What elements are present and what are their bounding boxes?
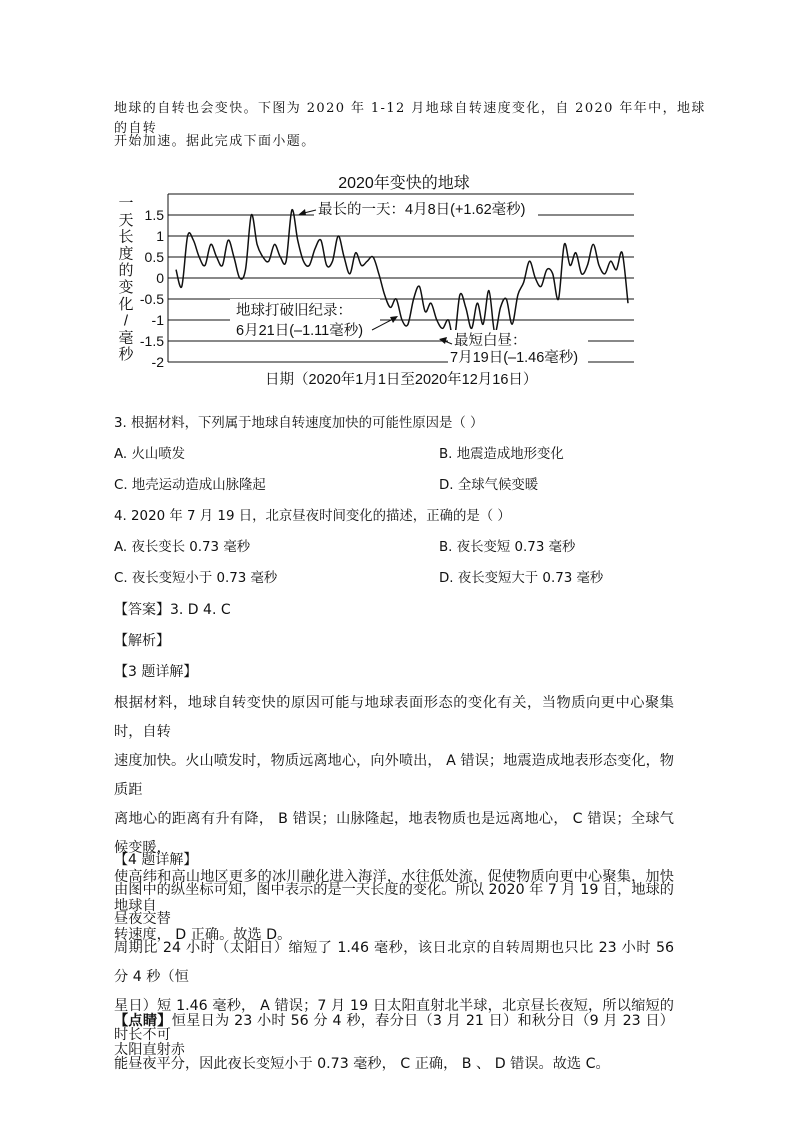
y-axis-label-char: 秒 (118, 346, 134, 364)
annotation-min (439, 330, 588, 370)
q3-detail-heading: 【3 题详解】 (114, 664, 198, 680)
earth-rotation-chart (114, 168, 654, 390)
tip-text: 恒星日为 23 小时 56 分 4 秒，春分日（3 月 21 日）和秋分日（9 月 23 日）太阳直射赤 (114, 1013, 674, 1058)
y-tick-label: 1.5 (144, 207, 164, 223)
q3-detail-line-3: 离地心的距离有升有降， B 错误；山脉隆起，地表物质也是远离地心， C 错误；全球气候变暖， (114, 811, 674, 856)
y-axis-label-char: / (123, 312, 129, 330)
y-tick-label: -2 (151, 354, 164, 370)
y-tick-label: -0.5 (139, 291, 164, 307)
annotation-record-title: 地球打破旧纪录： (236, 303, 352, 319)
q3-option-c: C. 地壳运动造成山脉隆起 (114, 478, 266, 493)
tip-paragraph (114, 1007, 674, 1065)
q4-stem: 4. 2020 年 7 月 19 日，北京昼夜时间变化的描述，正确的是（ ） (114, 509, 511, 524)
annotation-record-text: 6月21日(–1.11毫秒) (236, 323, 364, 339)
q3-option-b: B. 地震造成地形变化 (439, 447, 564, 462)
q4-option-d: D. 夜长变短大于 0.73 毫秒 (439, 571, 604, 586)
q4-option-b: B. 夜长变短 0.73 毫秒 (439, 540, 576, 555)
annotation-max-text: 最长的一天：4月8日(+1.62毫秒) (318, 202, 526, 218)
q4-option-a: A. 夜长变长 0.73 毫秒 (114, 540, 251, 555)
q4-option-c: C. 夜长变短小于 0.73 毫秒 (114, 571, 278, 586)
q3-detail-line-1: 根据材料，地球自转变快的原因可能与地球表面形态的变化有关，当物质向更中心聚集时，自转 (114, 695, 674, 740)
q3-detail-line-5: 转速度， D 正确。故选 D。 (114, 927, 292, 943)
y-axis-label-char: 毫 (118, 329, 134, 347)
y-tick-labels (140, 207, 164, 370)
answer-line: 【答案】3. D 4. C (114, 602, 231, 618)
y-axis-label-char: 的 (118, 262, 134, 280)
y-axis-label-char: 化 (118, 295, 134, 313)
q3-option-a: A. 火山喷发 (114, 447, 185, 462)
x-axis-label: 日期（2020年1月1日至2020年12月16日） (265, 372, 538, 388)
q4-detail-line-1: 由图中的纵坐标可知，图中表示的是一天长度的变化。所以 2020 年 7 月 19 日，地球的昼夜交替 (114, 882, 674, 927)
annotation-max (298, 198, 538, 218)
y-tick-label: -1.5 (139, 333, 164, 349)
y-axis-label-char: 变 (118, 279, 134, 296)
chart-title: 2020年变快的地球 (338, 175, 470, 192)
analysis-heading: 【解析】 (114, 633, 170, 649)
q3-detail-line-4: 使高纬和高山地区更多的冰川融化进入海洋，水往低处流，促使物质向更中心聚集，加快地球自 (114, 869, 674, 914)
intro-line-1: 地球的自转也会变快。下图为 2020 年 1-12 月地球自转速度变化，自 2020 年年中，地球的自转 (114, 101, 706, 136)
q4-detail-line-2: 周期比 24 小时（太阳日）缩短了 1.46 毫秒，该日北京的自转周期也只比 23 小时 56 分 4 秒（恒 (114, 940, 674, 985)
q4-detail-heading: 【4 题详解】 (114, 852, 198, 868)
q4-detail-line-3: 星日）短 1.46 毫秒， A 错误；7 月 19 日太阳直射北半球，北京昼长夜短，所以缩短的时长不可 (114, 998, 674, 1043)
y-tick-label: 1 (156, 228, 164, 244)
tip-tag: 【点睛】 (114, 1013, 172, 1029)
annotation-min-text: 7月19日(–1.46毫秒) (450, 350, 579, 366)
y-axis-label (118, 195, 134, 363)
q4-detail-line-4: 能昼夜平分，因此夜长变短小于 0.73 毫秒， C 正确， B 、 D 错误。故选 C。 (114, 1056, 610, 1072)
y-axis-label-char: 天 (118, 211, 134, 229)
annotation-min-title: 最短白昼： (454, 333, 527, 349)
y-tick-label: 0.5 (144, 249, 164, 265)
y-axis-label-char: 长 (118, 228, 134, 246)
q3-option-d: D. 全球气候变暖 (439, 478, 539, 493)
intro-line-2: 开始加速。据此完成下面小题。 (114, 134, 316, 149)
annotation-max-arrowhead (298, 209, 306, 215)
annotation-record (230, 299, 398, 339)
q3-stem: 3. 根据材料，下列属于地球自转速度加快的可能性原因是（ ） (114, 416, 484, 431)
q3-detail-line-2: 速度加快。火山喷发时，物质远离地心，向外喷出， A 错误；地震造成地表形态变化，物质距 (114, 753, 674, 798)
y-tick-label: -1 (151, 312, 164, 328)
y-axis-label-char: 一 (118, 195, 134, 212)
y-tick-label: 0 (156, 270, 164, 286)
y-axis-label-char: 度 (118, 245, 134, 263)
